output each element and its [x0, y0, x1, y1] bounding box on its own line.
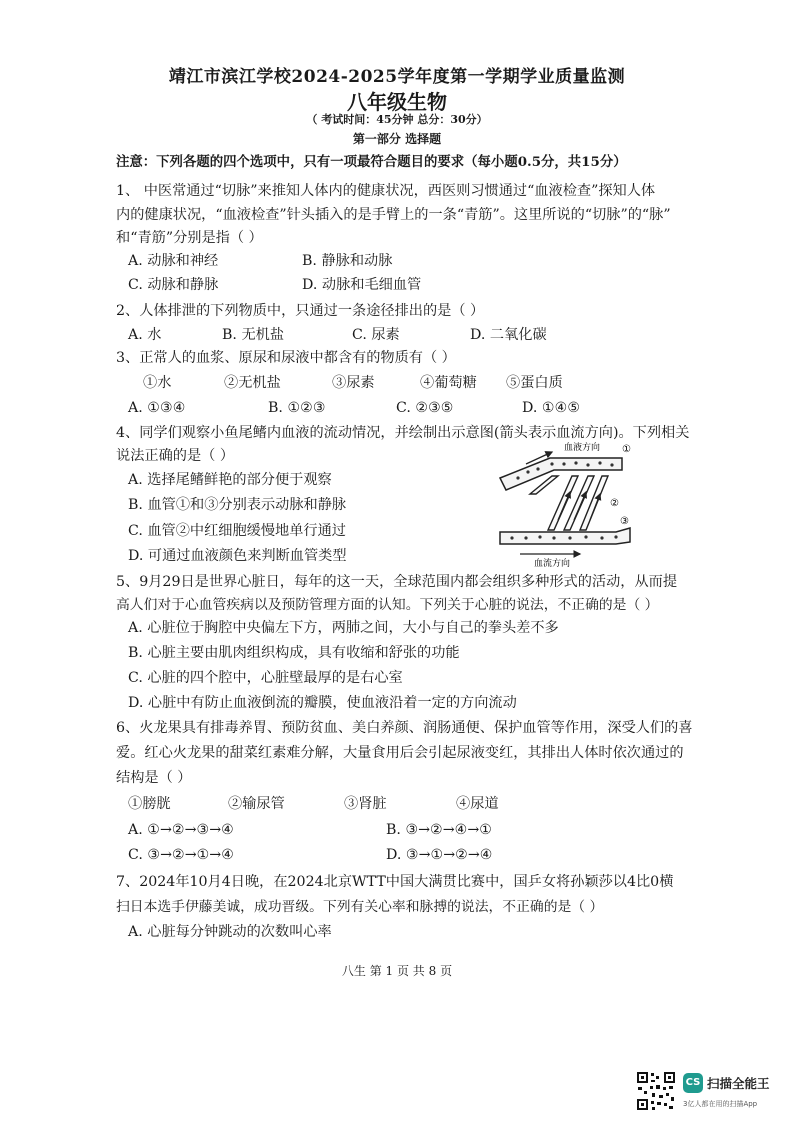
q6-option-d: D. ③→①→②→④ — [386, 847, 493, 863]
diagram-label-top: 血液方向 — [564, 443, 601, 453]
q3-option-c: C. ②③⑤ — [396, 400, 454, 416]
q5-option-d: D. 心脏中有防止血液倒流的瓣膜，使血液沿着一定的方向流动 — [128, 695, 517, 711]
page-footer: 八生 第 1 页 共 8 页 — [341, 964, 453, 978]
q4-option-a: A. 选择尾鳍鲜艳的部分便于观察 — [128, 472, 332, 488]
blood-flow-diagram — [490, 436, 638, 568]
q2-stem: 2、人体排泄的下列物质中，只通过一条途径排出的是（ ） — [116, 303, 485, 319]
q3-stem: 3、正常人的血浆、原尿和尿液中都含有的物质有（ ） — [116, 350, 456, 366]
q4-stem-line2: 说法正确的是（ ） — [116, 448, 235, 464]
q1-option-d: D. 动脉和毛细血管 — [302, 277, 422, 293]
q1-stem-line2: 内的健康状况，“血液检查”针头插入的是手臂上的一条“青筋”。这里所说的“切脉”的“脉” — [116, 207, 671, 223]
qr-code-icon — [636, 1071, 676, 1111]
q7-stem-line1: 7、2024年10月4日晚，在2024北京WTT中国大满贯比赛中，国乒女将孙颖莎以4比0横 — [116, 874, 674, 890]
q3-option-d: D. ①④⑤ — [522, 400, 581, 416]
q6-stem-line1: 6、火龙果具有排毒养胃、预防贫血、美白养颜、润肠通便、保护血管等作用，深受人们的喜 — [116, 720, 693, 736]
q6-option-a: A. ①→②→③→④ — [128, 822, 234, 838]
q4-option-c: C. 血管②中红细胞缓慢地单行通过 — [128, 523, 346, 539]
q2-option-a: A. 水 — [128, 327, 162, 343]
q6-item-1: ①膀胱 — [128, 796, 171, 812]
scanner-watermark — [683, 1073, 783, 1113]
subject-title: 八年级生物 — [347, 90, 447, 114]
q2-option-d: D. 二氧化碳 — [470, 327, 547, 343]
q4-stem-line1: 4、同学们观察小鱼尾鳍内血液的流动情况，并绘制出示意图(箭头表示血流方向)。下列相关 — [116, 425, 690, 441]
diagram-mark-2: ② — [610, 498, 619, 509]
diagram-mark-1: ① — [622, 444, 631, 455]
q5-option-b: B. 心脏主要由肌肉组织构成，具有收缩和舒张的功能 — [128, 645, 460, 661]
section-title: 第一部分 选择题 — [352, 132, 442, 146]
q3-item-3: ③尿素 — [332, 375, 375, 391]
q4-option-d: D. 可通过血液颜色来判断血管类型 — [128, 548, 347, 564]
q3-item-2: ②无机盐 — [224, 375, 281, 391]
q5-option-a: A. 心脏位于胸腔中央偏左下方，两肺之间，大小与自己的拳头差不多 — [128, 620, 559, 636]
q7-option-a: A. 心脏每分钟跳动的次数叫心率 — [128, 924, 332, 940]
exam-info: （ 考试时间：45分钟 总分：30分） — [306, 113, 488, 126]
q1-stem-line3: 和“青筋”分别是指（ ） — [116, 230, 263, 246]
q6-option-b: B. ③→②→④→① — [386, 822, 492, 838]
q3-item-5: ⑤蛋白质 — [506, 375, 563, 391]
q3-item-1: ①水 — [143, 375, 172, 391]
school-title: 靖江市滨江学校2024-2025学年度第一学期学业质量监测 — [168, 67, 626, 87]
q3-item-4: ④葡萄糖 — [420, 375, 477, 391]
q1-option-c: C. 动脉和静脉 — [128, 277, 219, 293]
q2-option-b: B. 无机盐 — [222, 327, 285, 343]
diagram-label-bottom: 血流方向 — [534, 559, 571, 568]
q6-item-2: ②输尿管 — [228, 796, 285, 812]
q6-item-3: ③肾脏 — [344, 796, 387, 812]
q6-option-c: C. ③→②→①→④ — [128, 847, 234, 863]
q3-option-b: B. ①②③ — [268, 400, 326, 416]
watermark-name: 扫描全能王 — [707, 1076, 770, 1091]
q5-stem-line2: 高人们对于心血管疾病以及预防管理方面的认知。下列关于心脏的说法，不正确的是（ ） — [116, 597, 659, 613]
q6-stem-line3: 结构是（ ） — [116, 770, 192, 786]
q6-item-4: ④尿道 — [456, 796, 499, 812]
q1-option-b: B. 静脉和动脉 — [302, 253, 393, 269]
q7-stem-line2: 扫日本选手伊藤美诚，成功晋级。下列有关心率和脉搏的说法，不正确的是（ ） — [116, 899, 604, 915]
notice-text: 注意：下列各题的四个选项中，只有一项最符合题目的要求（每小题0.5分，共15分） — [116, 154, 627, 170]
camscanner-logo-icon: CS — [683, 1073, 703, 1093]
q2-option-c: C. 尿素 — [352, 327, 400, 343]
watermark-subtitle: 3亿人都在用的扫描App — [683, 1100, 758, 1108]
q1-option-a: A. 动脉和神经 — [128, 253, 219, 269]
q3-option-a: A. ①③④ — [128, 400, 186, 416]
q4-option-b: B. 血管①和③分别表示动脉和静脉 — [128, 497, 347, 513]
q5-option-c: C. 心脏的四个腔中，心脏壁最厚的是右心室 — [128, 670, 403, 686]
q1-stem-line1: 1、 中医常通过“切脉”来推知人体内的健康状况，西医则习惯通过“血液检查”探知人体 — [116, 183, 656, 199]
diagram-mark-3: ③ — [620, 516, 629, 527]
q5-stem-line1: 5、9月29日是世界心脏日，每年的这一天，全球范围内都会组织多种形式的活动，从而提 — [116, 574, 678, 590]
q6-stem-line2: 爱。红心火龙果的甜菜红素难分解，大量食用后会引起尿液变红，其排出人体时依次通过的 — [116, 745, 684, 761]
